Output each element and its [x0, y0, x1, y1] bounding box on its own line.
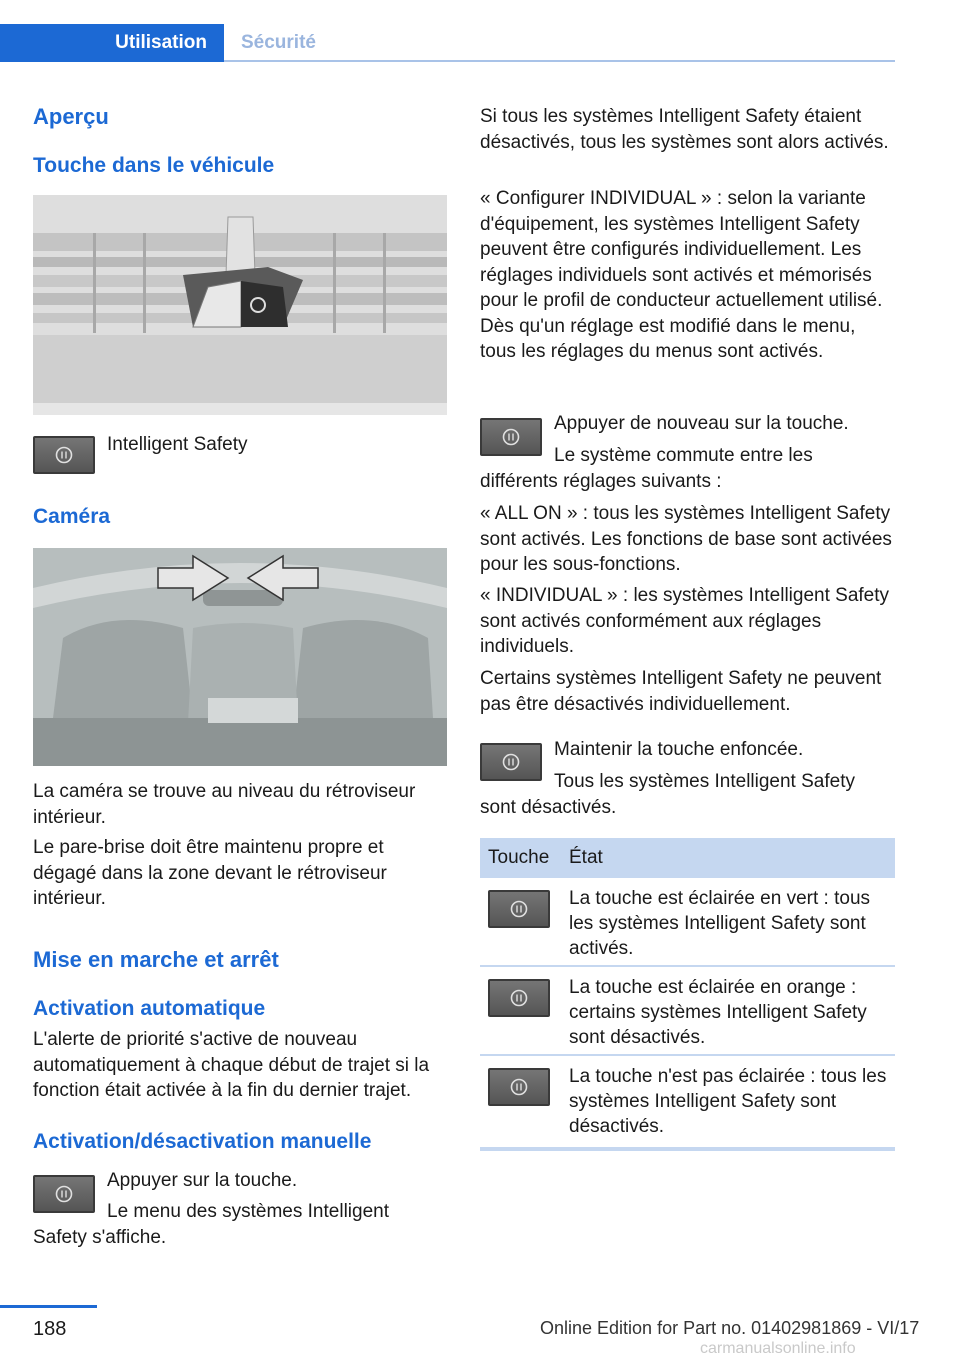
heading-activation-manuelle: Activation/désactivation manuelle — [33, 1130, 372, 1153]
step-b-1: Maintenir la touche enfoncée. — [554, 739, 804, 760]
table-row — [480, 967, 895, 1056]
heading-mise-en-marche: Mise en marche et arrêt — [33, 947, 279, 972]
table-header — [480, 838, 895, 878]
step-a-2: Le système commute entre les différents réglages suivants : — [480, 445, 813, 492]
manual-step-2: Le menu des systèmes Intelligent Safety s'affiche. — [33, 1201, 389, 1248]
heading-apercu: Aperçu — [33, 104, 109, 129]
right-paragraph-5: Certains systèmes Intelligent Safety ne peuvent pas être désactivés individuellement. — [480, 668, 882, 715]
status-table — [480, 838, 895, 1151]
right-paragraph-1: Si tous les systèmes Intelligent Safety étaient désactivés, tous les systèmes sont alors activés. — [480, 106, 889, 153]
watermark: carmanualsonline.info — [700, 1340, 856, 1357]
photo-camera-interior — [33, 548, 447, 766]
camera-paragraph-1: La caméra se trouve au niveau du rétroviseur intérieur. — [33, 781, 416, 828]
right-paragraph-3: « ALL ON » : tous les systèmes Intelligent Safety sont activés. Les fonctions de base sont activées pour les sous-fonctions. — [480, 503, 892, 575]
table-header-etat: État — [569, 847, 603, 868]
icon-caption: Intelligent Safety — [107, 434, 248, 455]
right-paragraph-4: « INDIVIDUAL » : les systèmes Intelligent Safety sont activés conformément aux réglages individuels. — [480, 585, 890, 657]
table-row — [480, 1056, 895, 1145]
edition-note: Online Edition for Part no. 01402981869 - VI/17 — [540, 1318, 920, 1338]
right-paragraph-2: « Configurer INDIVIDUAL » : selon la variante d'équipement, les systèmes Intelligent Safety peuvent être configurés individuellement. Les réglages individuels sont activés et mémorisés pour le profil de conducteur actuellement utilisé. Dès qu'un réglage est modifié dans le menu, tous les réglages du menus sont activés. — [480, 188, 883, 362]
table-cell-etat: La touche n'est pas éclairée : tous les systèmes Intelligent Safety sont désactivés. — [569, 1066, 887, 1137]
table-bottom-rule — [480, 1147, 895, 1151]
auto-paragraph: L'alerte de priorité s'active de nouveau automatiquement à chaque début de trajet si la fonction était activée à la fin du dernier trajet. — [33, 1029, 430, 1101]
table-row — [480, 878, 895, 967]
button-off-icon — [488, 1068, 550, 1106]
button-green-icon — [488, 890, 550, 928]
table-cell-etat: La touche est éclairée en vert : tous les systèmes Intelligent Safety sont activés. — [569, 888, 871, 959]
manual-step-1: Appuyer sur la touche. — [107, 1170, 298, 1191]
table-header-touche: Touche — [488, 847, 550, 868]
step-a-1: Appuyer de nouveau sur la touche. — [554, 413, 849, 434]
header-tabs — [0, 24, 895, 62]
table-cell-etat: La touche est éclairée en orange : certains systèmes Intelligent Safety sont désactivés. — [569, 977, 867, 1048]
tab-divider — [224, 60, 895, 62]
button-orange-icon — [488, 979, 550, 1017]
tab-utilisation[interactable]: Utilisation — [0, 24, 224, 62]
page-number: 188 — [33, 1318, 67, 1340]
footer-rule — [0, 1305, 97, 1308]
camera-paragraph-2: Le pare-brise doit être maintenu propre et dégagé dans la zone devant le rétroviseur intérieur. — [33, 837, 387, 909]
heading-camera: Caméra — [33, 505, 111, 528]
heading-touche-vehicule: Touche dans le véhicule — [33, 154, 275, 177]
step-b-2: Tous les systèmes Intelligent Safety sont désactivés. — [480, 771, 855, 818]
photo-vehicle-button — [33, 195, 447, 415]
tab-securite[interactable]: Sécurité — [241, 32, 316, 53]
intelligent-safety-button-icon — [33, 436, 95, 474]
heading-activation-automatique: Activation automatique — [33, 997, 266, 1020]
